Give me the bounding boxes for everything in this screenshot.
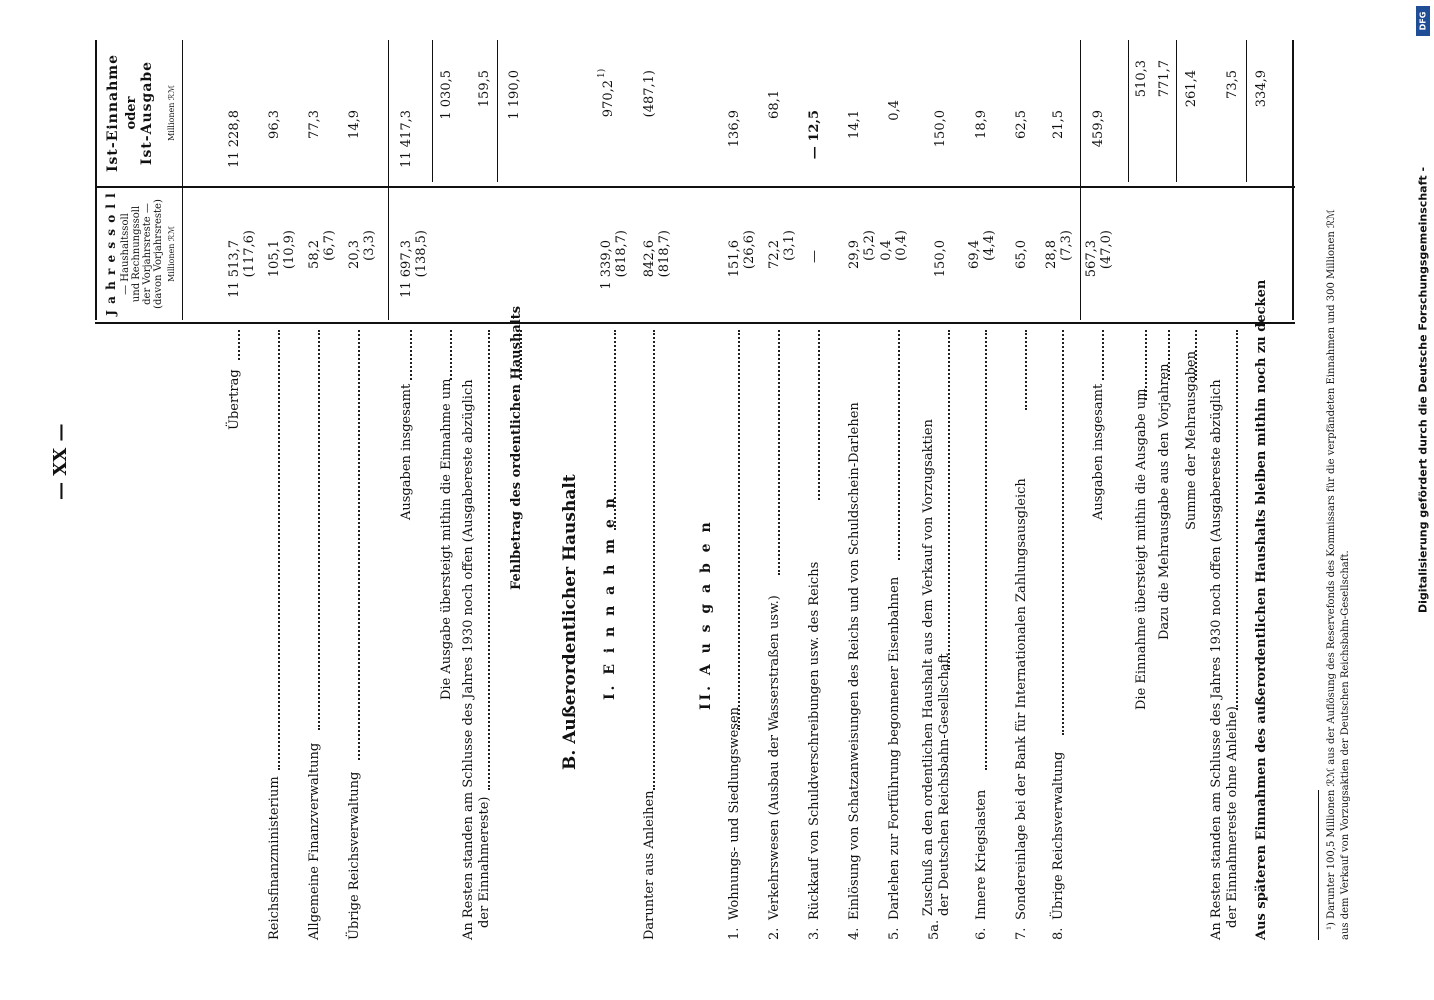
row-afv-soll: 58,2 [307,240,322,269]
dots [278,330,280,770]
ausgaben-no: 6. [974,927,989,940]
einnahmen-footnote-ref: 1) [597,68,607,78]
fehl-value: 1 190,0 [507,70,522,120]
dots [1025,330,1027,410]
ausgaben-soll-paren: (4,4) [982,230,997,261]
dots [898,330,900,560]
spaeter-value: 334,9 [1254,70,1269,108]
dots [1062,330,1064,735]
col-soll-unit: Millionen ℛℳ [167,226,176,282]
b-total-ist: 459,9 [1091,110,1106,148]
reste2-label-2: der Einnahmereste ohne Anleihe) [1225,706,1240,928]
header-rule-right [95,322,1295,324]
ausgaben-ist: 21,5 [1051,110,1066,139]
reste-value: 159,5 [477,70,492,108]
dots [410,330,412,380]
einnahmen-ist: 970,2 [601,80,616,118]
page-number: — XX — [50,423,71,500]
sum-rule [388,40,389,320]
ausgaben-heading: II. A u s g a b e n [698,519,714,710]
sum-rule-ist [432,40,433,182]
reste2-label-1: An Resten standen am Schlusse des Jahres 1930 noch offen (Ausgabereste abzüglich [1209,379,1224,940]
mehr-label: Dazu die Mehrausgabe aus den Vorjahren [1157,363,1172,640]
dots [738,330,740,730]
row-afv-soll-paren: (6,7) [322,230,337,261]
ausgaben-label: Übrige Reichsverwaltung [1051,751,1066,920]
row-afv-ist: 77,3 [307,110,322,139]
b-total-soll: 567,3 [1084,240,1099,278]
sum-rule-reste2 [1246,40,1247,182]
sum-rule-b-ist [1128,40,1129,182]
row-uebertrag-ist: 11 228,8 [227,110,242,168]
reste2-value: 73,5 [1225,70,1240,99]
anleihen-label: Darunter aus Anleihen [642,790,657,940]
row-uebertrag-soll: 11 513,7 [227,240,242,298]
b-total-soll-paren: (47,0) [1099,230,1114,270]
row-ausgaben-total-ist: 11 417,3 [399,110,414,168]
ausgaben-soll-paren: (7,3) [1059,230,1074,261]
ausgaben-label: Einlösung von Schatzanweisungen des Reichs und von Schuldschein-Darlehen [847,402,862,920]
header-col-soll [98,188,182,320]
ausgaben-no: 7. [1014,927,1029,940]
row-ausgaben-total-soll-paren: (138,5) [414,230,429,278]
header-rule-bottom [182,40,183,320]
dots [1236,330,1238,710]
row-uebertrag-soll-paren: (117,6) [242,230,257,278]
dots [948,330,950,670]
ein-ueber-value: 510,3 [1134,60,1149,98]
table-bottom-rule [1292,40,1294,320]
ausgaben-soll-paren: (26,6) [742,230,757,270]
dots [1102,330,1104,380]
dots [488,330,490,790]
anleihen-soll: 842,6 [642,240,657,278]
spaeter-label: Aus späteren Einnahmen des außerordentlichen Haushalts bleiben mithin noch zu decken [1254,279,1269,940]
reste-label-1: An Resten standen am Schlusse des Jahres 1930 noch offen (Ausgabereste abzüglich [461,379,476,940]
ausgaben-soll: — [807,250,822,263]
ausgaben-soll: 29,9 [847,240,862,269]
header-col-ist [98,40,182,186]
ausgaben-label: Verkehrswesen (Ausbau der Wasserstraßen usw.) [767,595,782,920]
col-soll-title: J a h r e s s o l l [104,192,118,316]
fehl-label: Fehlbetrag des ordentlichen Haushalts [509,305,524,590]
ausgaben-no: 5. [887,927,902,940]
dfg-logo-text: DFG [1418,11,1428,31]
row-urv-ist: 14,9 [347,110,362,139]
row-ausgaben-total-soll: 11 697,3 [399,240,414,298]
anleihen-soll-paren: (818,7) [657,230,672,278]
dots [520,330,522,380]
ausgaben-no: 4. [847,927,862,940]
ausgaben-label-2: der Deutschen Reichsbahn-Gesellschaft [937,653,952,916]
col-ist-line3: Ist-Ausgabe [139,60,155,166]
section-b-heading: B. Außerordentlicher Haushalt [560,474,580,770]
ausgaben-ist: 18,9 [974,110,989,139]
ausgaben-soll-paren: (0,4) [894,230,909,261]
anleihen-ist: (487,1) [642,70,657,118]
header-rule-top [95,40,97,320]
ausgaben-ist: 68,1 [767,90,782,119]
ausgaben-label: Wohnungs- und Siedlungswesen [727,706,742,920]
ausgaben-soll: 0,4 [879,240,894,261]
dots [778,330,780,575]
reste-label-2: der Einnahmereste) [477,796,492,928]
dots [238,330,240,360]
ausgaben-soll: 150,0 [933,240,948,278]
dots [1145,330,1147,400]
mehr-value: 771,7 [1157,60,1172,98]
summe-value: 261,4 [1184,70,1199,108]
row-urv-soll: 20,3 [347,240,362,269]
ausgaben-no: 5a. [927,919,942,940]
ausgaben-soll: 72,2 [767,240,782,269]
ueberschuss-value: 1 030,5 [439,70,454,120]
ausgaben-soll-paren: (3,1) [782,230,797,261]
row-rfm-soll: 105,1 [267,240,282,278]
dots [450,330,452,380]
ausgaben-ist: 62,5 [1014,110,1029,139]
ausgaben-label: Innere Kriegslasten [974,789,989,920]
footnote-2: aus dem Verkauf von Vorzugsaktien der Deutschen Reichsbahn-Gesellschaft. [1340,550,1351,940]
ausgaben-soll: 28,8 [1044,240,1059,269]
footnote-rule [1318,790,1319,940]
einnahmen-soll-paren: (818,7) [614,230,629,278]
ausgaben-ist: 136,9 [727,110,742,148]
ausgaben-ist: — 12,5 [807,110,822,160]
col-soll-line3: und Rechnungssoll [131,205,142,303]
ausgaben-label: Rückkauf von Schuldverschreibungen usw. des Reichs [807,561,822,920]
col-ist-title: Ist-Einnahme [105,53,121,173]
row-ausgaben-total-label: Ausgaben insgesamt [399,383,414,520]
ausgaben-soll-paren: (5,2) [862,230,877,261]
digitalisierung-note: Digitalisierung gefördert durch die Deutsche Forschungsgemeinschaft - [1416,166,1430,614]
row-rfm-ist: 96,3 [267,110,282,139]
einnahmen-heading: I. E i n n a h m e n [602,495,618,700]
summe-label: Summe der Mehrausgaben [1184,351,1199,530]
col-soll-line2: — Haushaltssoll [120,213,131,295]
dots [318,330,320,730]
dots [985,330,987,770]
col-soll-line5: (davon Vorjahrsreste) [153,199,164,309]
ausgaben-label: Sondereinlage bei der Bank für Internationalen Zahlungsausgleich [1014,478,1029,920]
ausgaben-no: 3. [807,927,822,940]
footnote-1: ¹) Darunter 100,5 Millionen ℛℳ aus der Auflösung des Reservefonds des Kommissars für die verpfändeten Einnahmen und 300 Millionen ℛℳ [1326,209,1337,930]
header-rule-mid [95,186,1295,188]
row-rfm-label: Reichsfinanzministerium [267,776,282,940]
dots [1168,330,1170,380]
col-soll-line4: der Vorjahrsreste — [142,203,153,305]
ausgaben-no: 2. [767,927,782,940]
dots [614,330,616,530]
ausgaben-label: Darlehen zur Fortführung begonnener Eisenbahnen [887,576,902,920]
sum-rule-b [1080,40,1081,320]
ueberschuss-label: Die Ausgabe übersteigt mithin die Einnahme um [439,378,454,700]
dots [818,330,820,500]
ausgaben-soll: 65,0 [1014,240,1029,269]
dots [653,330,655,790]
col-ist-line2: oder [124,96,139,130]
ausgaben-soll: 151,6 [727,240,742,278]
ausgaben-ist: 0,4 [887,100,902,121]
ausgaben-no: 8. [1051,927,1066,940]
ausgaben-soll: 69,4 [967,240,982,269]
row-uebertrag-label: Übertrag [227,369,242,430]
row-rfm-soll-paren: (10,9) [282,230,297,270]
ausgaben-no: 1. [727,927,742,940]
ausgaben-ist: 150,0 [933,110,948,148]
row-afv-label: Allgemeine Finanzverwaltung [307,742,322,940]
ein-ueber-label: Die Einnahme übersteigt mithin die Ausgabe um [1134,388,1149,710]
sum-rule-mehr [1176,40,1177,182]
col-ist-unit: Millionen ℛℳ [167,85,176,141]
b-total-label: Ausgaben insgesamt [1091,383,1106,520]
ausgaben-label: Zuschuß an den ordentlichen Haushalt aus dem Verkauf von Vorzugsaktien [921,419,936,916]
dots [358,330,360,760]
einnahmen-soll: 1 339,0 [599,240,614,290]
row-urv-soll-paren: (3,3) [362,230,377,261]
dots [1195,330,1197,380]
fehl-rule [497,40,498,182]
row-urv-label: Übrige Reichsverwaltung [347,771,362,940]
ausgaben-ist: 14,1 [847,110,862,139]
